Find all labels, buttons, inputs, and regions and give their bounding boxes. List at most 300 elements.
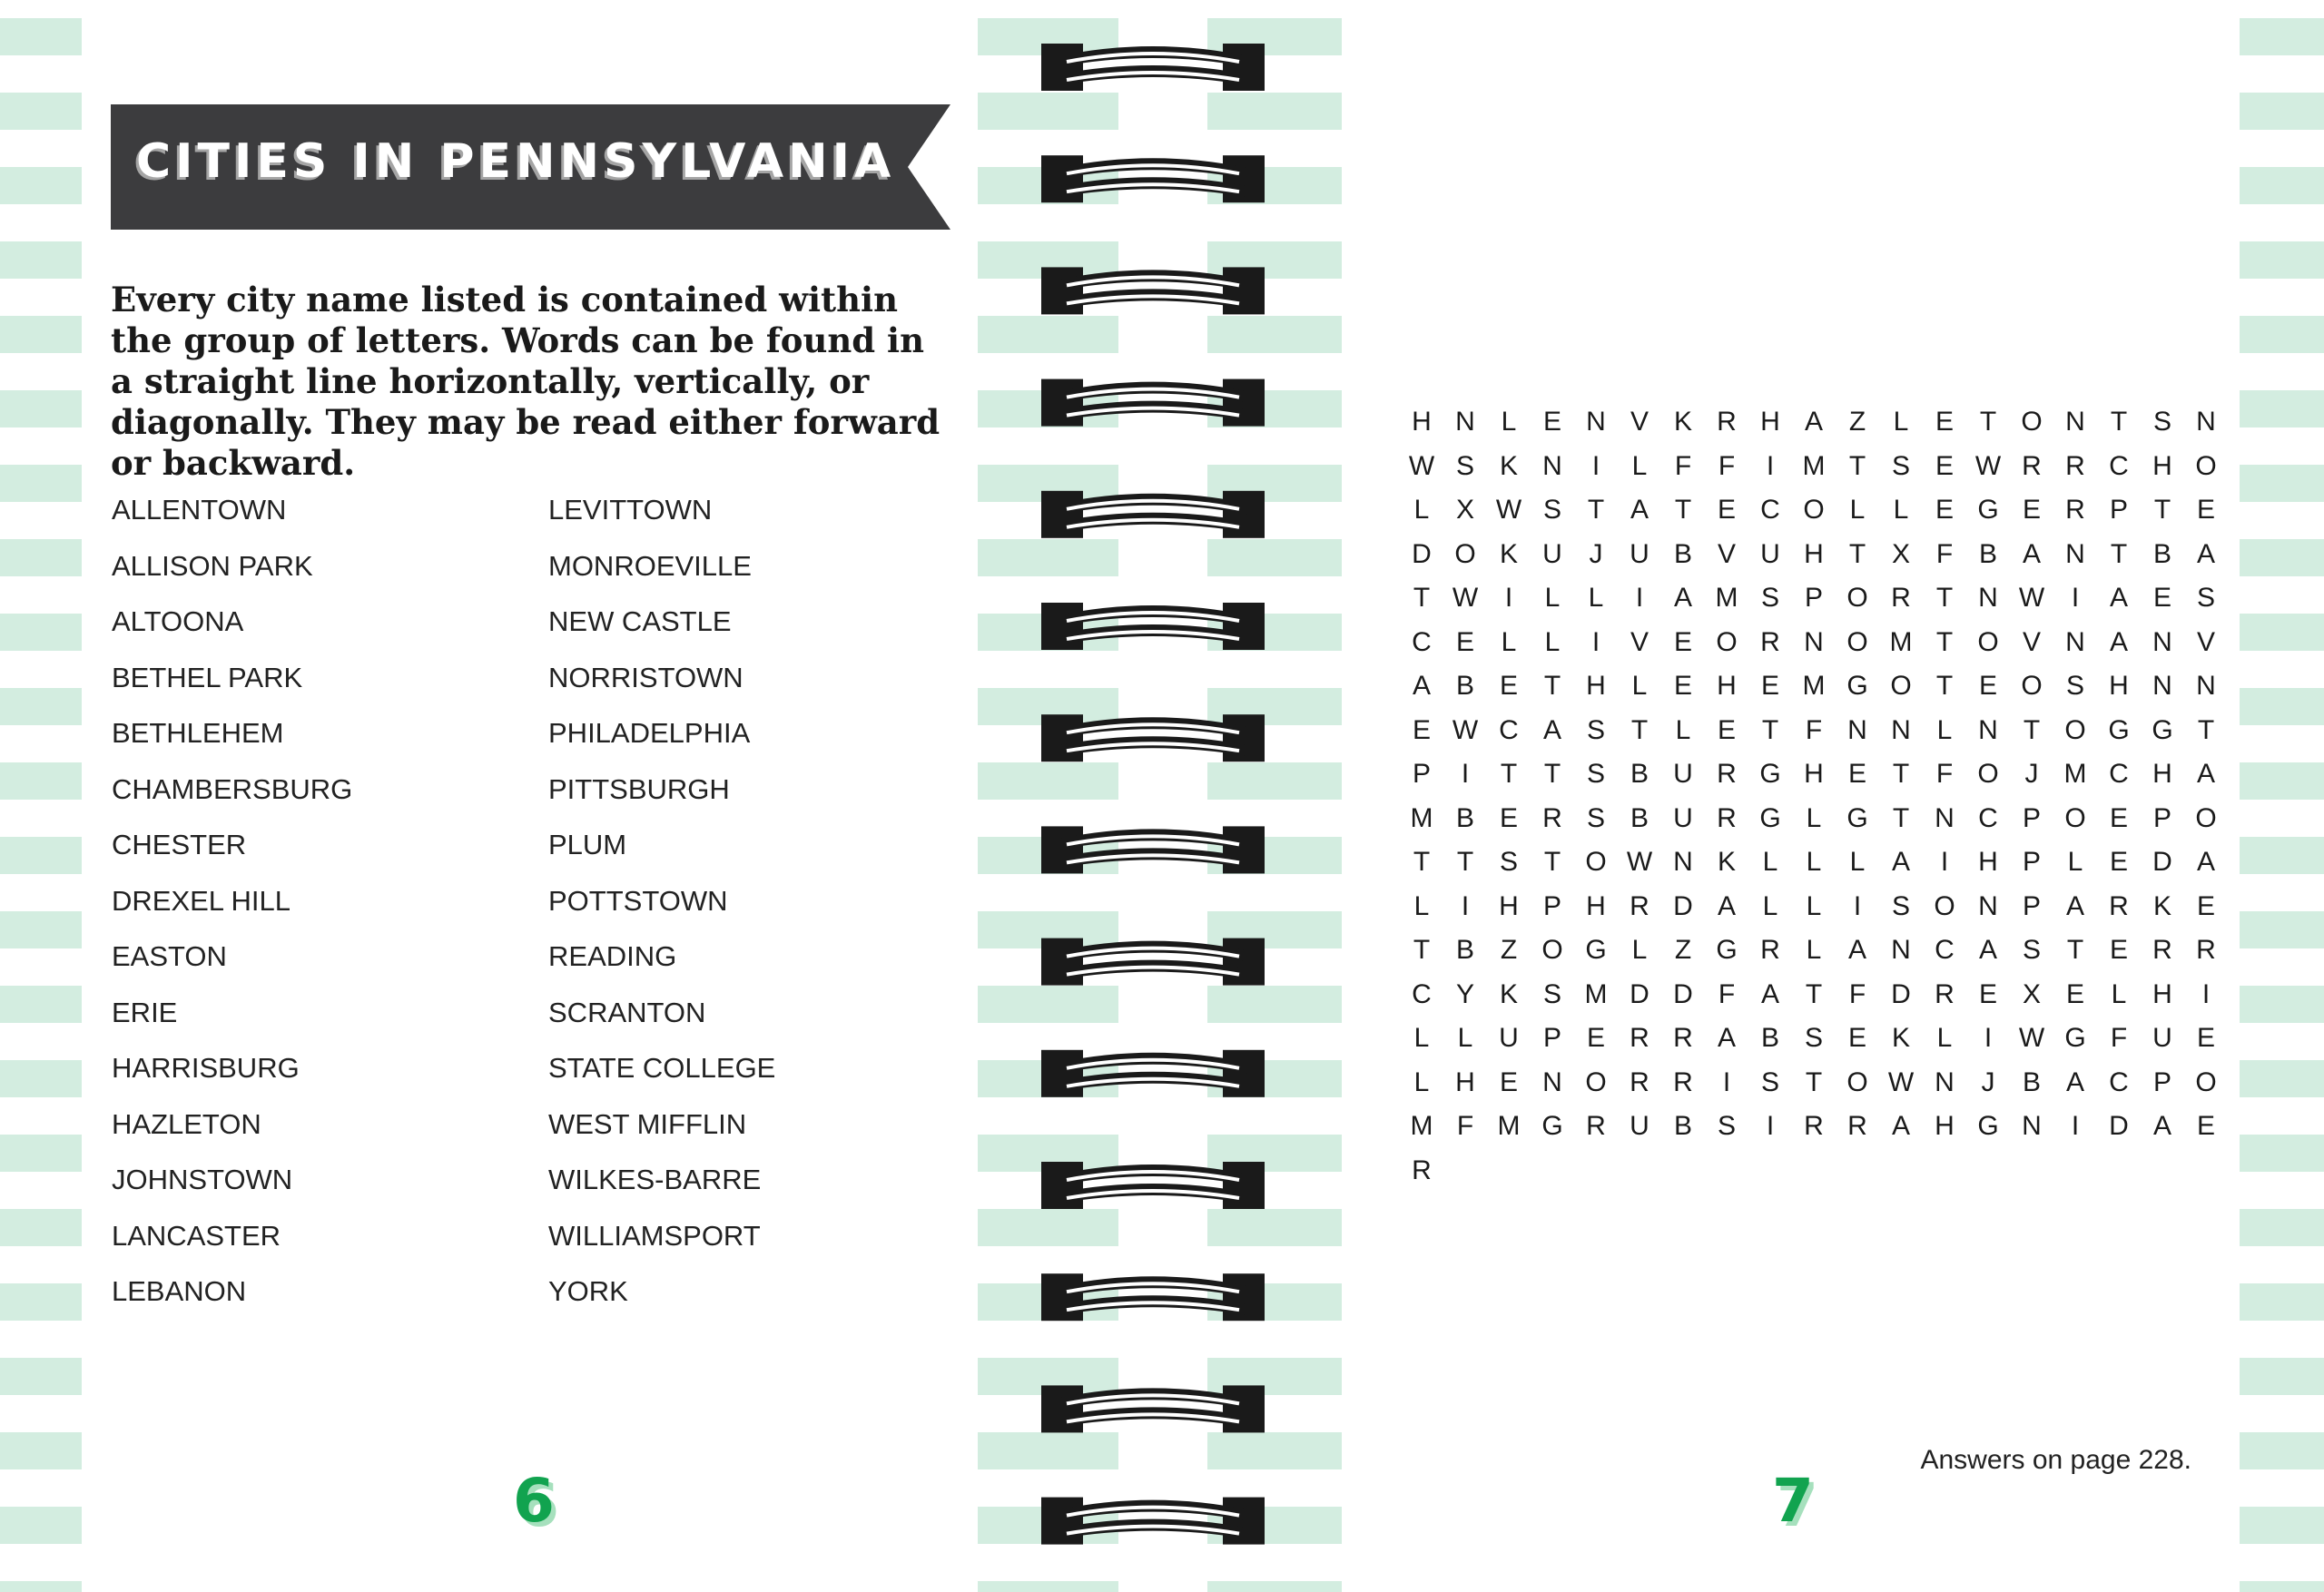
grid-letter: T: [1979, 407, 1997, 437]
grid-letter: L: [1413, 1023, 1430, 1053]
stripe-band: [0, 911, 82, 948]
grid-letter: F: [1674, 450, 1692, 481]
grid-letter: L: [1631, 671, 1648, 701]
grid-letter: A: [2109, 583, 2128, 613]
grid-letter: N: [1673, 847, 1693, 877]
grid-letter: B: [1455, 935, 1474, 965]
grid-letter: O: [1977, 759, 1999, 789]
binding-ring: [1041, 44, 1265, 91]
grid-letter: L: [1806, 935, 1822, 965]
grid-letter: I: [1461, 890, 1470, 921]
word-list-item: PITTSBURGH: [548, 772, 730, 805]
grid-letter: H: [1499, 890, 1519, 921]
grid-letter: F: [1718, 978, 1736, 1009]
grid-letter: N: [2152, 626, 2172, 657]
grid-letter: I: [1591, 626, 1600, 657]
grid-letter: I: [1722, 1066, 1731, 1097]
grid-letter: D: [1630, 978, 1649, 1009]
word-list-item: PHILADELPHIA: [548, 717, 751, 749]
grid-letter: T: [1935, 626, 1954, 657]
page-edge-stripes-right: [2240, 0, 2324, 1592]
stripe-band: [2240, 1358, 2324, 1395]
grid-letter: E: [1935, 495, 1954, 525]
grid-letter: G: [2108, 714, 2130, 745]
grid-letter: R: [1630, 890, 1649, 921]
grid-letter: P: [2152, 802, 2171, 833]
grid-letter: N: [2152, 671, 2172, 701]
grid-letter: T: [1848, 450, 1866, 481]
grid-letter: N: [2065, 626, 2085, 657]
grid-letter: N: [2196, 671, 2216, 701]
grid-letter: S: [1499, 847, 1518, 877]
word-list-item: WEST MIFFLIN: [548, 1107, 747, 1140]
grid-letter: T: [2023, 714, 2041, 745]
grid-letter: R: [1717, 407, 1737, 437]
stripe-band: [0, 167, 82, 204]
grid-letter: A: [2065, 1066, 2084, 1097]
grid-letter: L: [1631, 935, 1648, 965]
grid-letter: T: [1761, 714, 1779, 745]
grid-letter: O: [2195, 450, 2217, 481]
stripe-band: [2240, 316, 2324, 353]
grid-letter: B: [1630, 759, 1649, 789]
grid-letter: C: [2109, 1066, 2129, 1097]
stripe-band: [2240, 911, 2324, 948]
grid-letter: T: [1543, 671, 1561, 701]
grid-letter: A: [1760, 978, 1779, 1009]
grid-letter: T: [1805, 1066, 1823, 1097]
grid-letter: K: [1499, 978, 1518, 1009]
grid-letter: A: [2065, 890, 2084, 921]
grid-letter: Z: [1848, 407, 1866, 437]
grid-letter: U: [1760, 538, 1780, 569]
grid-letter: D: [2109, 1111, 2129, 1141]
grid-letter: K: [1673, 407, 1692, 437]
stripe-band: [2240, 465, 2324, 502]
grid-letter: R: [1804, 1111, 1824, 1141]
grid-letter: S: [1760, 583, 1779, 613]
grid-letter: O: [2195, 1066, 2217, 1097]
grid-letter: R: [1717, 759, 1737, 789]
grid-letter: O: [1846, 583, 1868, 613]
stripe-band: [0, 762, 82, 800]
grid-letter: S: [2065, 671, 2084, 701]
grid-letter: S: [1542, 495, 1561, 525]
grid-letter: C: [1412, 626, 1432, 657]
stripe-band: [0, 1060, 82, 1097]
grid-letter: S: [1760, 1066, 1779, 1097]
grid-letter: E: [1717, 714, 1736, 745]
grid-letter: U: [1673, 759, 1693, 789]
binding-ring: [1041, 267, 1265, 314]
stripe-band: [2240, 837, 2324, 874]
grid-letter: M: [2063, 759, 2087, 789]
grid-letter: G: [1977, 495, 1999, 525]
stripe-band: [0, 93, 82, 130]
grid-letter: R: [1673, 1066, 1693, 1097]
grid-letter: A: [1891, 1111, 1910, 1141]
grid-letter: R: [1847, 1111, 1867, 1141]
grid-letter: W: [1495, 495, 1522, 525]
grid-letter: S: [1455, 450, 1474, 481]
grid-letter: L: [1762, 847, 1778, 877]
stripe-band: [2240, 1060, 2324, 1097]
grid-letter: S: [2022, 935, 2041, 965]
grid-letter: H: [2152, 759, 2172, 789]
stripe-band: [2240, 1432, 2324, 1469]
page-number-right: 7: [1772, 1466, 1814, 1536]
grid-letter: J: [2024, 759, 2039, 789]
grid-letter: W: [1452, 714, 1479, 745]
grid-letter: I: [1635, 583, 1644, 613]
grid-letter: N: [1455, 407, 1475, 437]
grid-letter: I: [1766, 450, 1775, 481]
stripe-band: [2240, 688, 2324, 725]
grid-letter: E: [1847, 1023, 1866, 1053]
grid-letter: C: [1935, 935, 1955, 965]
stripe-band: [0, 18, 82, 55]
grid-letter: N: [1804, 626, 1824, 657]
grid-letter: O: [1846, 1066, 1868, 1097]
word-search-grid: [1400, 407, 2228, 1199]
grid-letter: A: [1542, 714, 1561, 745]
grid-letter: A: [1673, 583, 1692, 613]
grid-letter: N: [1586, 407, 1606, 437]
grid-letter: T: [1413, 935, 1431, 965]
stripe-band: [0, 1283, 82, 1321]
grid-letter: E: [2196, 1023, 2215, 1053]
stripe-band: [2240, 390, 2324, 427]
grid-letter: I: [2201, 978, 2211, 1009]
grid-letter: O: [2064, 802, 2086, 833]
grid-letter: X: [1455, 495, 1474, 525]
grid-letter: S: [1542, 978, 1561, 1009]
stripe-band: [0, 1432, 82, 1469]
grid-letter: K: [1717, 847, 1736, 877]
word-list-item: HAZLETON: [112, 1107, 261, 1140]
binding-ring: [1041, 1162, 1265, 1209]
stripe-band: [0, 1135, 82, 1172]
grid-letter: Y: [1455, 978, 1474, 1009]
word-list-item: SCRANTON: [548, 996, 706, 1028]
grid-letter: R: [1760, 935, 1780, 965]
grid-letter: I: [1766, 1111, 1775, 1141]
grid-letter: D: [1891, 978, 1911, 1009]
grid-letter: Z: [1500, 935, 1518, 965]
grid-letter: H: [1455, 1066, 1475, 1097]
grid-letter: M: [1497, 1111, 1521, 1141]
grid-letter: A: [1717, 890, 1736, 921]
grid-letter: A: [2022, 538, 2041, 569]
word-list-item: ERIE: [112, 996, 178, 1028]
grid-letter: G: [1759, 759, 1781, 789]
grid-letter: E: [1499, 802, 1518, 833]
grid-letter: S: [1586, 759, 1605, 789]
grid-letter: F: [2110, 1023, 2128, 1053]
grid-letter: D: [1673, 978, 1693, 1009]
grid-letter: E: [2065, 978, 2084, 1009]
grid-letter: T: [1500, 759, 1518, 789]
grid-letter: L: [1893, 495, 1909, 525]
binding-ring: [1041, 603, 1265, 650]
binding-ring: [1041, 1050, 1265, 1097]
grid-letter: T: [1456, 847, 1474, 877]
grid-letter: L: [1806, 890, 1822, 921]
binding-ring: [1041, 714, 1265, 762]
grid-letter: N: [2022, 1111, 2042, 1141]
word-list-item: LANCASTER: [112, 1219, 281, 1252]
grid-letter: S: [1891, 890, 1910, 921]
grid-letter: T: [1587, 495, 1605, 525]
grid-letter: M: [1802, 450, 1826, 481]
grid-letter: U: [1630, 1111, 1649, 1141]
word-list-item: LEBANON: [112, 1275, 247, 1307]
grid-letter: R: [1630, 1023, 1649, 1053]
grid-letter: O: [2195, 802, 2217, 833]
grid-letter: T: [1630, 714, 1649, 745]
grid-letter: L: [1893, 407, 1909, 437]
grid-letter: H: [1586, 890, 1606, 921]
stripe-band: [2240, 18, 2324, 55]
grid-letter: N: [1978, 714, 1998, 745]
grid-letter: K: [2152, 890, 2171, 921]
grid-letter: R: [1935, 978, 1955, 1009]
word-list-item: HARRISBURG: [112, 1052, 300, 1084]
grid-letter: N: [1978, 583, 1998, 613]
grid-letter: M: [1715, 583, 1738, 613]
grid-letter: R: [2022, 450, 2042, 481]
grid-letter: O: [1934, 890, 1955, 921]
grid-letter: A: [2196, 847, 2215, 877]
grid-letter: T: [1935, 671, 1954, 701]
grid-letter: O: [2021, 407, 2043, 437]
stripe-band: [2240, 539, 2324, 576]
word-list-item: BETHLEHEM: [112, 717, 284, 749]
grid-letter: G: [1977, 1111, 1999, 1141]
grid-letter: R: [1630, 1066, 1649, 1097]
grid-letter: O: [1585, 847, 1607, 877]
word-list-item: LEVITTOWN: [548, 494, 713, 526]
grid-letter: G: [1846, 802, 1868, 833]
grid-letter: B: [1455, 802, 1474, 833]
word-list-item: JOHNSTOWN: [112, 1164, 293, 1195]
grid-letter: T: [1674, 495, 1692, 525]
word-list-item: WILLIAMSPORT: [548, 1219, 761, 1252]
grid-letter: P: [1804, 583, 1823, 613]
grid-letter: C: [2109, 759, 2129, 789]
grid-letter: R: [1891, 583, 1911, 613]
grid-letter: L: [1588, 583, 1604, 613]
grid-letter: E: [1760, 671, 1779, 701]
grid-letter: L: [1457, 1023, 1473, 1053]
grid-letter: R: [2152, 935, 2172, 965]
grid-letter: E: [2196, 1111, 2215, 1141]
grid-letter: O: [1846, 626, 1868, 657]
grid-letter: U: [1673, 802, 1693, 833]
grid-letter: C: [1412, 978, 1432, 1009]
grid-letter: A: [1804, 407, 1823, 437]
grid-letter: H: [1935, 1111, 1955, 1141]
grid-letter: L: [1936, 1023, 1953, 1053]
word-list-column-1: [112, 493, 352, 1331]
grid-letter: C: [1499, 714, 1519, 745]
grid-letter: F: [1935, 759, 1954, 789]
grid-letter: O: [1890, 671, 1912, 701]
grid-letter: G: [1716, 935, 1738, 965]
grid-letter: A: [1717, 1023, 1736, 1053]
grid-letter: G: [2064, 1023, 2086, 1053]
grid-letter: T: [2110, 538, 2128, 569]
grid-letter: H: [1586, 671, 1606, 701]
grid-letter: G: [1585, 935, 1607, 965]
word-list-item: CHESTER: [112, 829, 247, 860]
grid-letter: F: [1935, 538, 1954, 569]
grid-letter: H: [2152, 978, 2172, 1009]
grid-letter: R: [1673, 1023, 1693, 1053]
grid-letter: T: [2110, 407, 2128, 437]
grid-letter: P: [2022, 890, 2041, 921]
grid-letter: B: [1673, 538, 1692, 569]
grid-letter: W: [2018, 583, 2045, 613]
grid-letter: H: [2152, 450, 2172, 481]
stripe-band: [0, 465, 82, 502]
spiral-binding: [1039, 0, 1266, 1592]
grid-letter: S: [2152, 407, 2171, 437]
grid-letter: G: [2152, 714, 2173, 745]
grid-letter: V: [1630, 407, 1649, 437]
stripe-band: [0, 316, 82, 353]
word-list-item: NEW CASTLE: [548, 605, 732, 637]
word-list-item: MONROEVILLE: [548, 549, 752, 582]
grid-letter: T: [1805, 978, 1823, 1009]
grid-letter: H: [2109, 671, 2129, 701]
grid-letter: A: [1978, 935, 1997, 965]
grid-letter: D: [1412, 538, 1432, 569]
word-list-item: PLUM: [548, 829, 627, 860]
binding-ring: [1041, 938, 1265, 986]
grid-letter: O: [1803, 495, 1825, 525]
grid-letter: B: [2152, 538, 2171, 569]
grid-letter: F: [1848, 978, 1866, 1009]
grid-letter: A: [1630, 495, 1649, 525]
grid-letter: L: [1806, 847, 1822, 877]
binding-ring: [1041, 1273, 1265, 1321]
stripe-band: [2240, 1135, 2324, 1172]
grid-letter: R: [2109, 890, 2129, 921]
word-list-item: ALTOONA: [112, 605, 244, 637]
grid-letter: T: [1848, 538, 1866, 569]
grid-letter: K: [1499, 538, 1518, 569]
grid-letter: X: [1891, 538, 1910, 569]
word-list-item: READING: [548, 940, 677, 972]
grid-letter: L: [2111, 978, 2127, 1009]
word-list-item: WILKES-BARRE: [548, 1164, 762, 1195]
grid-letter: A: [1412, 671, 1431, 701]
grid-letter: G: [1846, 671, 1868, 701]
grid-letter: H: [1804, 538, 1824, 569]
stripe-band: [0, 241, 82, 279]
word-list-item: DREXEL HILL: [112, 884, 290, 917]
grid-letter: E: [1542, 407, 1561, 437]
grid-letter: W: [1408, 450, 1435, 481]
grid-letter: A: [2152, 1111, 2171, 1141]
grid-letter: L: [1544, 583, 1561, 613]
grid-letter: R: [1412, 1155, 1432, 1185]
stripe-band: [0, 688, 82, 725]
stripe-band: [2240, 614, 2324, 651]
word-list-item: CHAMBERSBURG: [112, 772, 353, 805]
grid-letter: Z: [1674, 935, 1692, 965]
grid-letter: X: [2022, 978, 2041, 1009]
grid-letter: C: [1760, 495, 1780, 525]
word-list-column-2: [548, 493, 775, 1331]
grid-letter: L: [1501, 407, 1517, 437]
grid-letter: N: [1891, 935, 1911, 965]
grid-letter: O: [2021, 671, 2043, 701]
grid-letter: F: [1805, 714, 1823, 745]
grid-letter: N: [2065, 407, 2085, 437]
grid-letter: M: [1410, 1111, 1433, 1141]
grid-letter: S: [1586, 714, 1605, 745]
grid-letter: P: [1542, 1023, 1561, 1053]
grid-letter: L: [1936, 714, 1953, 745]
grid-letter: P: [2022, 847, 2041, 877]
grid-letter: H: [1978, 847, 1998, 877]
grid-letter: E: [2109, 847, 2128, 877]
grid-letter: E: [1673, 671, 1692, 701]
grid-letter: O: [1977, 626, 1999, 657]
grid-letter: N: [1978, 890, 1998, 921]
grid-letter: D: [2152, 847, 2172, 877]
stripe-band: [2240, 93, 2324, 130]
stripe-band: [2240, 762, 2324, 800]
grid-letter: U: [2152, 1023, 2172, 1053]
grid-letter: H: [1717, 671, 1737, 701]
grid-letter: E: [2109, 802, 2128, 833]
grid-letter: R: [2065, 450, 2085, 481]
grid-letter: E: [1499, 1066, 1518, 1097]
grid-letter: P: [2109, 495, 2128, 525]
stripe-band: [0, 1358, 82, 1395]
grid-letter: W: [1626, 847, 1653, 877]
grid-letter: A: [1891, 847, 1910, 877]
grid-letter: E: [2152, 583, 2171, 613]
grid-letter: L: [1413, 890, 1430, 921]
grid-letter: T: [1935, 583, 1954, 613]
grid-letter: P: [2152, 1066, 2171, 1097]
grid-letter: O: [1541, 935, 1563, 965]
stripe-band: [2240, 1283, 2324, 1321]
stripe-band: [2240, 167, 2324, 204]
word-list-item: POTTSTOWN: [548, 884, 728, 917]
grid-letter: H: [1412, 407, 1432, 437]
grid-letter: T: [1892, 802, 1910, 833]
grid-letter: I: [1591, 450, 1600, 481]
puzzle-instructions: Every city name listed is contained within the group of letters. Words can be found in a straight line horizontally, vertically, or diagonally. They may be read either forward or backward.: [111, 280, 940, 483]
answers-note: Answers on page 228.: [1920, 1445, 2191, 1475]
grid-letter: M: [1802, 671, 1826, 701]
grid-letter: R: [1717, 802, 1737, 833]
grid-letter: L: [1501, 626, 1517, 657]
grid-letter: J: [1589, 538, 1603, 569]
grid-letter: U: [1499, 1023, 1519, 1053]
grid-letter: H: [1804, 759, 1824, 789]
stripe-band: [0, 539, 82, 576]
stripe-band: [0, 1209, 82, 1246]
page-edge-stripes-left: [0, 0, 82, 1592]
grid-letter: A: [2196, 759, 2215, 789]
grid-letter: E: [2196, 495, 2215, 525]
